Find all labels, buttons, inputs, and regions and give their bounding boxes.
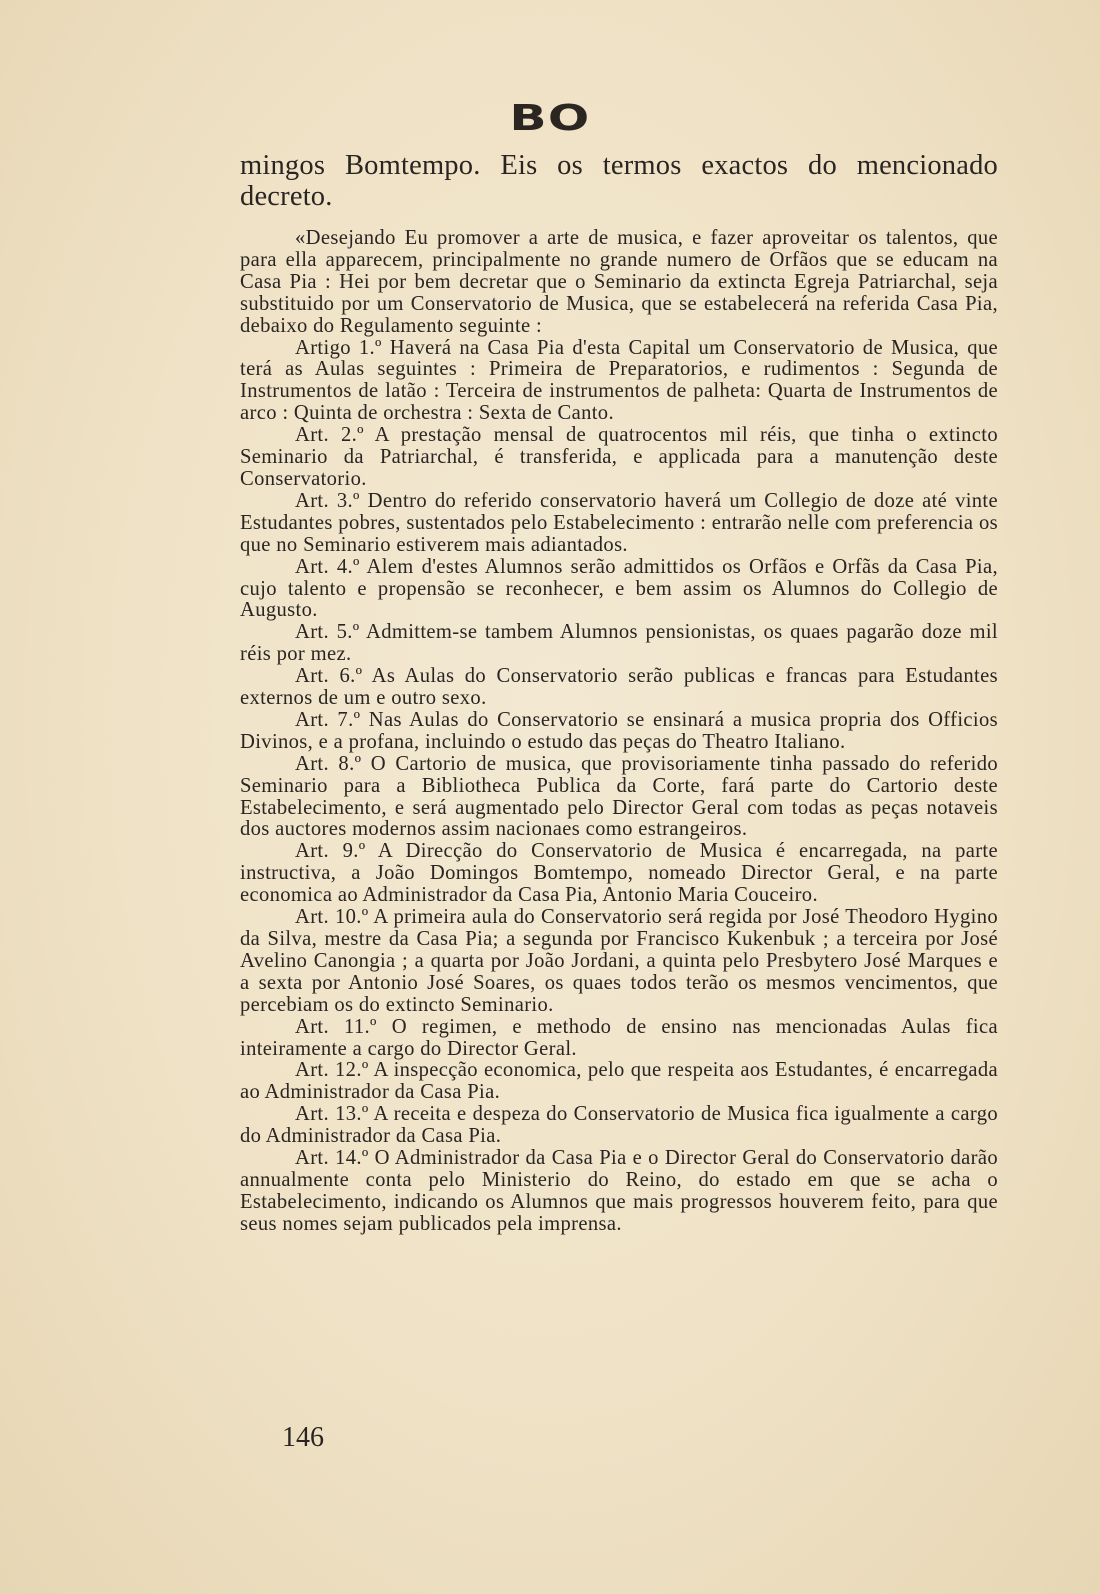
article-11: Art. 11.º O regimen, e methodo de ensino nas mencionadas Aulas fica inteiramente a cargo do Director Geral. (240, 1015, 998, 1060)
intro-paragraph: mingos Bomtempo. Eis os termos exactos do mencionado decreto. (240, 150, 998, 212)
article-10: Art. 10.º A primeira aula do Conservatorio será regida por José Theodoro Hygino da Silva, mestre da Casa Pia; a segunda por Francisco Kukenbuk ; a terceira por José Avelino Canongia ; a quarta por João Jordani, a quinta pelo Presbytero José Marques e a sexta por Antonio José Soares, os quaes todos terão os mesmos vencimentos, que percebiam os do extincto Seminario. (240, 906, 998, 1016)
decree-preamble: «Desejando Eu promover a arte de musica, e fazer aproveitar os talentos, que para ella apparecem, principalmente no grande numero de Orfãos que se educam na Casa Pia : Hei por bem decretar que o Seminario da extincta Egreja Patriarchal, seja substituido por um Conservatorio de Musica, que se estabelecerá na referida Casa Pia, debaixo do Regulamento seguinte : (240, 227, 998, 337)
article-14: Art. 14.º O Administrador da Casa Pia e o Director Geral do Conservatorio darão annualmente conta pelo Ministerio do Reino, do estado em que se acha o Estabelecimento, indicando os Alumnos que mais progressos houverem feito, para que seus nomes sejam publicados pela imprensa. (240, 1147, 998, 1235)
article-1: Artigo 1.º Haverá na Casa Pia d'esta Capital um Conservatorio de Musica, que terá as Aulas seguintes : Primeira de Preparatorios, e rudimentos : Segunda de Instrumentos de latão : Terceira de instrumentos de palheta: Quarta de Instrumentos de arco : Quinta de orchestra : Sexta de Canto. (240, 336, 998, 425)
article-8: Art. 8.º O Cartorio de musica, que provisoriamente tinha passado do referido Seminario para a Bibliotheca Publica da Corte, fará parte do Cartorio deste Estabelecimento, e será augmentado pelo Director Geral com todas as peças notaveis dos auctores modernos assim nacionaes como estrangeiros. (240, 752, 998, 841)
article-9: Art. 9.º A Direcção do Conservatorio de Musica é encarregada, na parte instructiva, a João Domingos Bomtempo, nomeado Director Geral, e na parte economica ao Administrador da Casa Pia, Antonio Maria Couceiro. (240, 840, 998, 907)
article-12: Art. 12.º A inspecção economica, pelo que respeita aos Estudantes, é encarregada ao Administrador da Casa Pia. (240, 1059, 998, 1104)
article-7: Art. 7.º Nas Aulas do Conservatorio se ensinará a musica propria dos Officios Divinos, e a profana, incluindo o estudo das peças do Theatro Italiano. (240, 708, 998, 753)
article-4: Art. 4.º Alem d'estes Alumnos serão admittidos os Orfãos e Orfãs da Casa Pia, cujo talento e propensão se reconhecer, e bem assim os Alumnos do Collegio de Augusto. (240, 555, 998, 622)
article-13: Art. 13.º A receita e despeza do Conservatorio de Musica fica igualmente a cargo do Administrador da Casa Pia. (240, 1103, 998, 1148)
body-text (240, 150, 998, 1236)
article-6: Art. 6.º As Aulas do Conservatorio serão publicas e francas para Estudantes externos de um e outro sexo. (240, 665, 998, 710)
running-header: BO (509, 98, 591, 139)
page-number: 146 (282, 1422, 324, 1453)
article-2: Art. 2.º A prestação mensal de quatrocentos mil réis, que tinha o extincto Seminario da Patriarchal, é transferida, e applicada para a manutenção deste Conservatorio. (240, 424, 998, 490)
decree-text (240, 228, 998, 1236)
article-5: Art. 5.º Admittem-se tambem Alumnos pensionistas, os quaes pagarão doze mil réis por mez. (240, 621, 998, 666)
article-3: Art. 3.º Dentro do referido conservatorio haverá um Collegio de doze até vinte Estudantes pobres, sustentados pelo Estabelecimento : entrarão nelle com preferencia os que no Seminario estiverem mais adiantados. (240, 489, 998, 556)
